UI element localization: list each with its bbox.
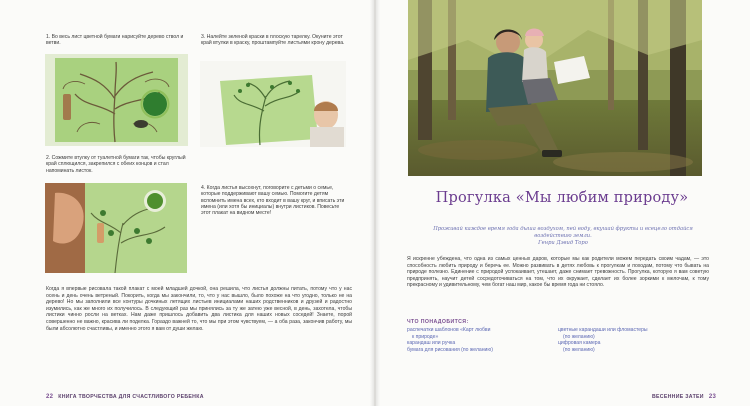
needs-item: бумага для рисования (по желанию): [407, 346, 493, 353]
step-3-text: 3. Налейте зеленой краски в плоскую тарелку. Окуните этот край втулки в краску, проштампуйте листьями крону дерева.: [201, 34, 345, 47]
needs-heading: ЧТО ПОНАДОБИТСЯ:: [407, 319, 469, 325]
photo-stamping-leaves: [45, 183, 187, 273]
needs-list-right: [558, 327, 708, 353]
photo-poster-with-child: [200, 61, 346, 147]
step-1-text: 1. Во весь лист цветной бумаги нарисуйте дерево ствол и ветви.: [46, 34, 184, 47]
poster-illustration: [200, 61, 346, 147]
epigraph-quote: [418, 226, 708, 247]
needs-item: (по желанию): [563, 346, 595, 353]
tree-drawing-illustration: [45, 54, 188, 146]
section-title: Прогулка «Мы любим природу»: [435, 190, 689, 206]
step-4-text: 4. Когда листья высохнут, поговорите с детьми о семье, которые поддерживают вашу семью. Помогите детям вспомнить имена всех, кто входит в вашу круг, и вписать эти имена (или хотя бы инициалы) внутри листиков. Повесьте этот плакат на видном месте!: [201, 185, 345, 217]
left-page-number: 22: [46, 394, 54, 400]
stamping-illustration: [45, 183, 187, 273]
left-footer: [46, 394, 204, 400]
book-gutter: [370, 0, 380, 406]
epigraph-text: Проживай каждое время года дыша воздухом, пей воду, вкушай фрукты и всецело отдайся воздействию земли.: [433, 226, 693, 239]
needs-list-left: [407, 327, 537, 353]
right-footer: [652, 394, 716, 400]
right-page-number: 23: [708, 394, 717, 400]
needs-item: цветные карандаши или фломастеры: [558, 327, 648, 333]
right-body-text: Я искренне убеждена, что одна из самых ценных даров, которые мы как родители можем передать своим чадам, — это способность любить природу и беречь ее. Можно развивать в детях любовь к прогулкам и походам, потому что бывать на природе полезно. Единение с природой успокаивает, утешает, даже снимает тревожность. Прогулка, которую я вам советую предпринять, научит детей сосредоточиваться на том, что их окружает, сделает их более зоркими к мелочам, к тому прекрасному и удивительному, чем богат наш мир, какое бы время года ни стояло.: [407, 256, 709, 289]
epigraph-author: Генри Дэвид Торо: [538, 240, 588, 246]
left-footer-title: КНИГА ТВОРЧЕСТВА ДЛЯ СЧАСТЛИВОГО РЕБЕНКА: [58, 394, 204, 400]
needs-item: карандаш или ручка: [407, 340, 456, 347]
photo-forest-walk: [408, 0, 702, 176]
forest-scene-illustration: [408, 0, 702, 176]
photo-tree-drawing: [45, 54, 188, 146]
needs-item: распечатки шаблонов «Карт любви: [407, 327, 491, 333]
step-2-text: 2. Сожмите втулку от туалетной бумаги так, чтобы круглый край сплющился, закрепился с обеих концов и стал напоминать листок.: [46, 155, 186, 174]
left-body-text: Когда я впервые рисовала такой плакат с моей младшей дочкой, она решила, что листья должны питать, потому что у нас осень и день очень ветреный. Покорить, когда мы закончили, то, что у нас вышло, было похоже на что угодно, только не на дерево! Но мы заполнили все контуры дочкиных летящих листьев инициалами наших родственников и друзей и радостно изумились, как же много их получилось. В следующий раз мы принялись за ту же затею уже весной, в день, захотела, чтобы листики чинно росли на ветках. Нам даже пришлось добавить два листика для наших новых соседей! Знаете, порой совершенно не важно, красива ли поделка. Гораздо важней то, что мы при этом чувствуем, — а оба раза, закончив работу, мы были абсолютно счастливы, и именно этого я вам от души желаю.: [46, 286, 352, 332]
right-footer-title: ВЕСЕННИЕ ЗАТЕИ: [652, 394, 704, 400]
needs-item: цифровая камера: [558, 340, 601, 347]
needs-item: (по желанию): [563, 333, 595, 340]
needs-item: к природе»: [412, 333, 439, 340]
